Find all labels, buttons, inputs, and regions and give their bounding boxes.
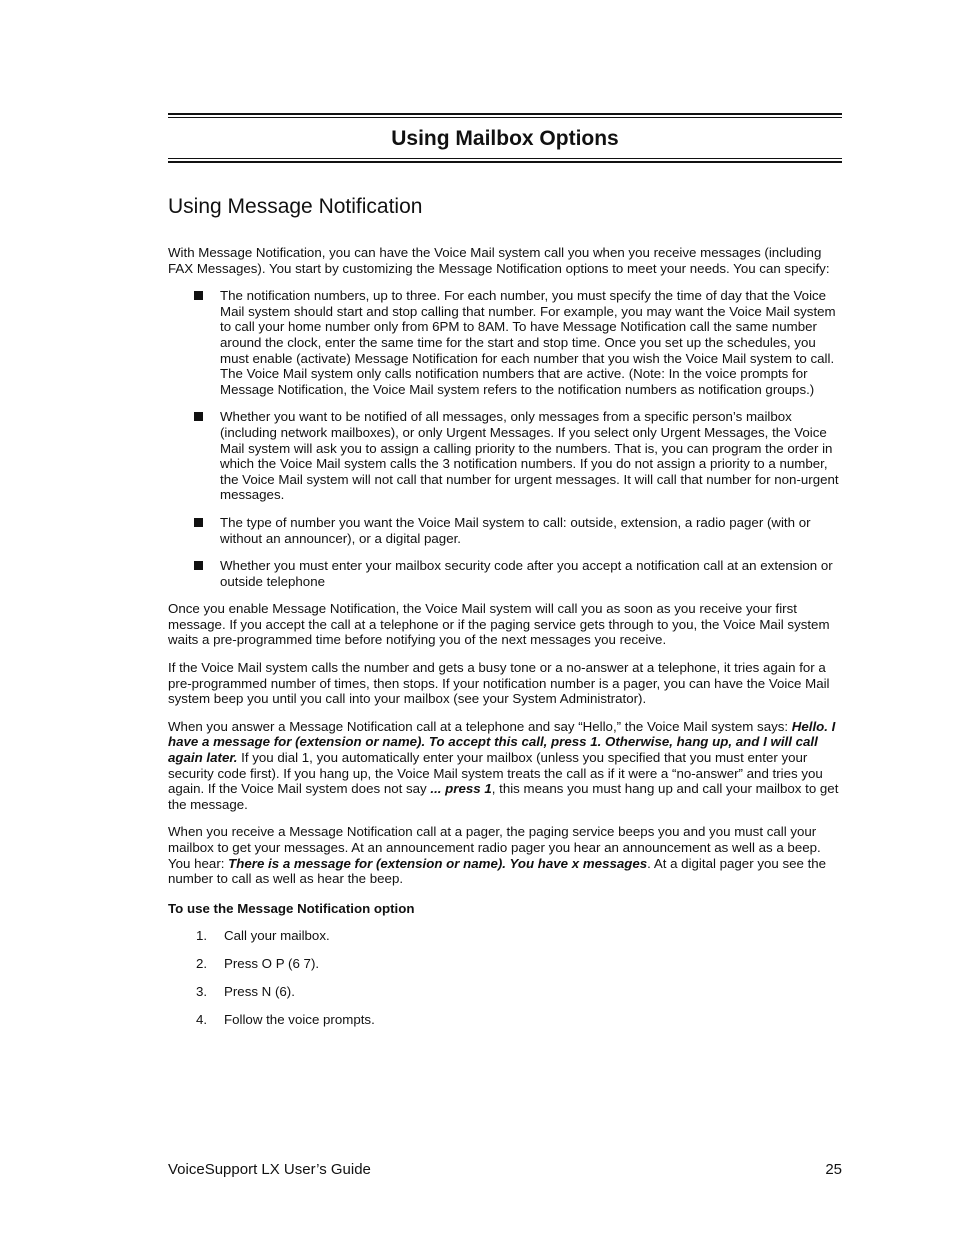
procedure-steps — [168, 928, 842, 1028]
header-rule-bottom-thin — [168, 158, 842, 159]
square-bullet-icon — [194, 412, 203, 421]
pager-paragraph — [168, 824, 842, 886]
pager-end: . At a digital pager you see the number to call as well as hear the beep. — [168, 855, 827, 887]
header-rule-top — [168, 113, 842, 115]
page-content — [168, 113, 842, 1040]
step-text: Press O P (6 7). — [224, 955, 320, 971]
list-item — [168, 288, 842, 397]
step-item — [168, 984, 842, 1000]
page-footer — [168, 1161, 842, 1178]
step-number: 3. — [196, 983, 208, 999]
answer-middle: If you dial 1, you automatically enter your mailbox (unless you specified that you must enter your security code first). If you hang up, the Voice Mail system treats the call as if it were a “no-answer” and tries you again. If the Voice Mail system does not say — [168, 750, 823, 797]
step-item — [168, 928, 842, 944]
answer-lead: When you answer a Message Notification call at a telephone and say “Hello,” the Voice Mail system says: — [168, 718, 792, 734]
pager-prompt: There is a message for (extension or name). You have x messages — [228, 855, 648, 871]
step-number: 1. — [196, 927, 208, 943]
section-title: Using Message Notification — [168, 195, 423, 218]
busy-paragraph: If the Voice Mail system calls the number and gets a busy tone or a no-answer at a telephone, it tries again for a pre-programmed number of times, then stops. If your notification number is a pager, you can have the Voice Mail system beep you until you call into your mailbox (see your System Administrator). — [168, 660, 830, 707]
square-bullet-icon — [194, 561, 203, 570]
header-rule-bottom — [168, 161, 842, 163]
list-item — [168, 409, 842, 503]
list-item-text: The notification numbers, up to three. For each number, you must specify the time of day that the Voice Mail system should start and stop calling that number. For example, you may want the Voice Mail system to call your home number only from 6PM to 8AM. To have Message Notification call the same number around the clock, enter the same time for the start and stop time. Once you set up the schedules, you must enable (activate) Message Notification for each number that you wish the Voice Mail system to call. The Voice Mail system only calls notification numbers that are active. (Note: In the voice prompts for Message Notification, the Voice Mail system refers to the notification numbers as notification groups.) — [220, 288, 836, 397]
answer-press-prompt: ... press 1 — [430, 781, 492, 797]
square-bullet-icon — [194, 291, 203, 300]
list-item-text: The type of number you want the Voice Mail system to call: outside, extension, a radio pager (with or without an announcer), or a digital pager. — [220, 514, 811, 546]
answer-paragraph — [168, 719, 842, 813]
page-number: 25 — [825, 1161, 842, 1178]
pager-lead: When you receive a Message Notification call at a pager, the paging service beeps you and you must call your mailbox to get your messages. At an announcement radio pager you hear an announcement as well as a beep. You hear: — [168, 824, 821, 871]
enable-paragraph: Once you enable Message Notification, the Voice Mail system will call you as soon as you receive your first message. If you accept the call at a telephone or if the paging service gets through to you, the Voice Mail system waits a pre-programmed time before notifying you of the next messages you receive. — [168, 601, 830, 648]
step-number: 2. — [196, 955, 208, 971]
options-list — [168, 288, 842, 589]
answer-prompt: Hello. I have a message for (extension or name). To accept this call, press 1. Otherwise, hang up, and I will call again later. — [168, 718, 836, 766]
intro-paragraph: With Message Notification, you can have the Voice Mail system call you when you receive messages (including FAX Messages). You start by customizing the Message Notification options to meet your needs. You can specify: — [168, 245, 830, 276]
chapter-title: Using Mailbox Options — [391, 127, 619, 150]
footer-guide-title: VoiceSupport LX User’s Guide — [168, 1161, 371, 1178]
step-text: Press N (6). — [224, 983, 295, 999]
procedure-title: To use the Message Notification option — [168, 900, 415, 916]
square-bullet-icon — [194, 518, 203, 527]
step-text: Call your mailbox. — [224, 927, 330, 943]
step-item — [168, 1012, 842, 1028]
list-item-text: Whether you want to be notified of all messages, only messages from a specific person’s mailbox (including network mailboxes), or only Urgent Messages. If you select only Urgent Messages, the Voice Mail system will ask you to assign a calling priority to the numbers. That is, you can program the order in which the Voice Mail system calls the 3 notification numbers. If you do not assign a priority to a number, the Voice Mail system will not call that number for urgent messages. It will call that number for non-urgent messages. — [220, 409, 839, 503]
answer-end: , this means you must hang up and call your mailbox to get the message. — [168, 781, 839, 812]
step-text: Follow the voice prompts. — [224, 1011, 375, 1027]
step-item — [168, 956, 842, 972]
list-item — [168, 558, 842, 589]
step-number: 4. — [196, 1011, 208, 1027]
list-item-text: Whether you must enter your mailbox security code after you accept a notification call at an extension or outside telephone — [220, 558, 833, 589]
list-item — [168, 515, 842, 546]
